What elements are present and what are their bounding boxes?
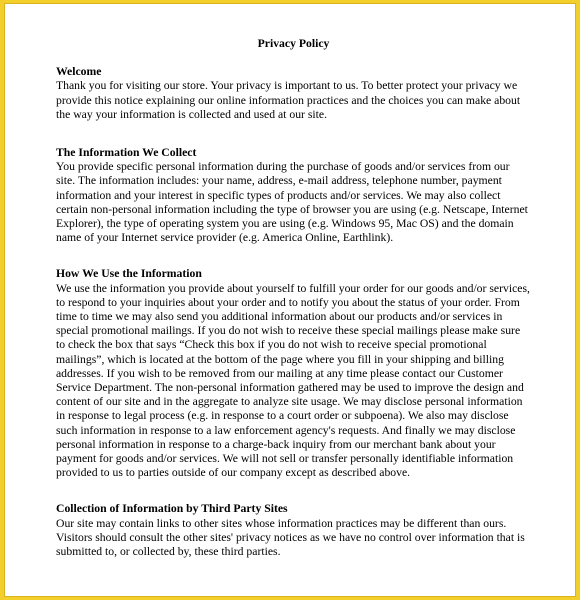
- document-title: Privacy Policy: [257, 37, 330, 50]
- section-heading: The Information We Collect: [56, 146, 197, 160]
- document-content: [56, 37, 531, 559]
- section-heading: How We Use the Information: [56, 267, 202, 281]
- section-heading: Welcome: [56, 65, 102, 79]
- section-heading: Collection of Information by Third Party Sites: [56, 502, 288, 516]
- section-third-party-sites: [56, 502, 531, 559]
- document-page: [4, 3, 576, 597]
- section-body: Thank you for visiting our store. Your privacy is important to us. To better protect your privacy we provide this notice explaining our online information practices and the choices you can make about the way your information is collected and used at our site.: [56, 79, 521, 121]
- section-how-we-use-information: [56, 267, 531, 480]
- section-body: We use the information you provide about yourself to fulfill your order for our goods and/or services, to respond to your inquiries about your order and to notify you about the status of your order. From time to time we may also send you additional information about our products and/or services in special promotional mailings. If you do not wish to receive these special mailings please make sure to check the box that says “Check this box if you do not wish to receive special promotional mailings”, which is located at the bottom of the page where you fill in your shipping and billing addresses. If you wish to be removed from our mailing at any time please contact our Customer Service Department. The non-personal information gathered may be used to improve the design and content of our site and in the aggregate to analyze site usage. We may disclose personal information in response to legal process (e.g. in response to a court order or subpoena). We also may disclose such information in response to a law enforcement agency's requests. And finally we may disclose personal information in response to a charge-back inquiry from our merchant bank about your payment for goods and/or services. We will not sell or transfer personally identifiable information provided to us to parties outside of our company except as described above.: [56, 281, 530, 480]
- section-welcome: [56, 65, 531, 122]
- section-information-we-collect: [56, 146, 531, 245]
- section-body: Our site may contain links to other sites whose information practices may be different than ours. Visitors should consult the other sites' privacy notices as we have no control over information that is submitted to, or collected by, these third parties.: [56, 516, 525, 559]
- section-body: You provide specific personal information during the purchase of goods and/or services from our site. The information includes: your name, address, e-mail address, telephone number, payment information and your interest in specific types of products and/or services. We may also collect certain non-personal information including the type of browser you are using (e.g. Netscape, Internet Explorer), the type of operating system you are using (e.g. Windows 95, Mac OS) and the domain name of your Internet service provider (e.g. America Online, Earthlink).: [56, 160, 528, 245]
